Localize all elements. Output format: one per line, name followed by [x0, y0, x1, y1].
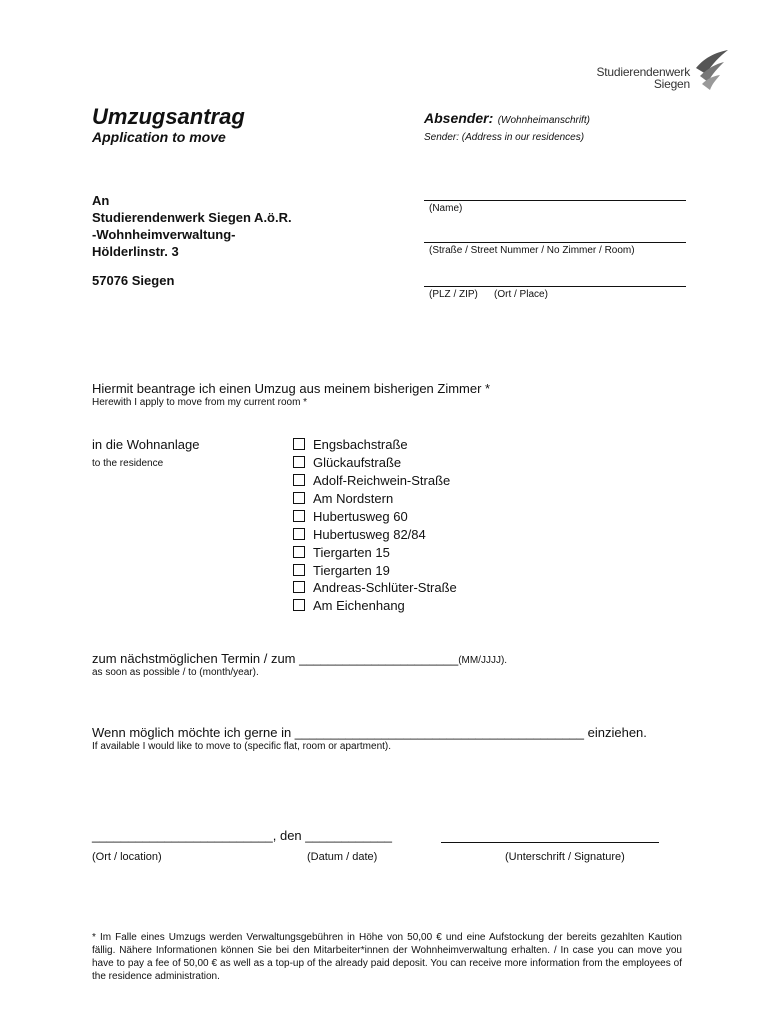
option-label: Andreas-Schlüter-Straße	[313, 579, 457, 595]
absender-note: (Wohnheimanschrift)	[497, 115, 590, 126]
residence-option[interactable]	[293, 525, 426, 543]
option-label: Engsbachstraße	[313, 436, 408, 452]
request-text-de: Hiermit beantrage ich einen Umzug aus meinem bisherigen Zimmer *	[92, 381, 491, 396]
date-format-label: (MM/JJJJ).	[458, 655, 508, 666]
checkbox[interactable]	[293, 599, 305, 611]
sender-subheading: Sender: (Address in our residences)	[424, 132, 585, 143]
location-date-line[interactable]: _________________________, den ____________	[92, 828, 393, 843]
recipient-city: 57076 Siegen	[92, 273, 175, 288]
date-text-en: as soon as possible / to (month/year).	[92, 667, 259, 678]
residence-option[interactable]	[293, 507, 408, 525]
date-label: (Datum / date)	[307, 851, 378, 863]
recipient-address	[92, 192, 292, 260]
checkbox[interactable]	[293, 474, 305, 486]
page-title: Umzugsantrag	[92, 104, 245, 129]
preference-suffix: ______ einziehen.	[540, 725, 647, 740]
studierendenwerk-logo	[560, 48, 730, 94]
preference-text-en: If available I would like to move to (specific flat, room or apartment).	[92, 741, 392, 752]
preference-field-row[interactable]	[92, 725, 647, 740]
name-field-line[interactable]	[424, 200, 686, 201]
footnote: * Im Falle eines Umzugs werden Verwaltungsgebühren in Höhe von 50,00 € und eine Aufstockung der bereits gezahlten Kaution fällig. Nähere Informationen können Sie bei den Mitarbeiter*innen der Wohnheimverwaltung erhalten. / In case you can move you have to pay a fee of 50,00 € as well as a top-up of the already paid deposit. You can receive more information from the employees of the residence administration.	[92, 932, 682, 982]
request-text-en: Herewith I apply to move from my current room *	[92, 397, 308, 408]
checkbox[interactable]	[293, 581, 305, 593]
preference-text-de: Wenn möglich möchte ich gerne in __________________________________	[92, 725, 541, 740]
place-field-label: (Ort / Place)	[494, 289, 548, 300]
location-label: (Ort / location)	[92, 851, 162, 863]
option-label: Hubertusweg 82/84	[313, 526, 426, 542]
residence-option[interactable]	[293, 453, 401, 471]
checkbox[interactable]	[293, 492, 305, 504]
date-field-row[interactable]	[92, 650, 507, 668]
option-label: Hubertusweg 60	[313, 508, 408, 524]
date-text-de: zum nächstmöglichen Termin / zum ______________________	[92, 651, 459, 666]
option-label: Adolf-Reichwein-Straße	[313, 472, 451, 488]
residence-option[interactable]	[293, 561, 390, 579]
checkbox[interactable]	[293, 510, 305, 522]
absender-label: Absender:	[424, 110, 494, 126]
checkbox[interactable]	[293, 456, 305, 468]
option-label: Am Nordstern	[313, 490, 394, 506]
page-subtitle: Application to move	[92, 129, 226, 145]
name-field-label: (Name)	[429, 203, 463, 214]
checkbox[interactable]	[293, 564, 305, 576]
residence-option[interactable]	[293, 435, 408, 453]
logo-line1: Studierendenwerk	[596, 65, 690, 79]
logo-line2: Siegen	[653, 77, 690, 91]
street-field-line[interactable]	[424, 242, 686, 243]
option-label: Glückaufstraße	[313, 454, 402, 470]
residence-label-en: to the residence	[92, 458, 164, 469]
recipient-line: Studierendenwerk Siegen A.ö.R.	[92, 210, 292, 225]
option-label: Am Eichenhang	[313, 597, 405, 613]
residence-label-de: in die Wohnanlage	[92, 437, 200, 452]
checkbox[interactable]	[293, 528, 305, 540]
wave-logo-icon	[692, 48, 730, 94]
city-field-line[interactable]	[424, 286, 686, 287]
signature-label: (Unterschrift / Signature)	[505, 851, 625, 863]
residence-option[interactable]	[293, 543, 390, 561]
residence-option[interactable]	[293, 489, 393, 507]
residence-option[interactable]	[293, 578, 457, 596]
option-label: Tiergarten 15	[313, 544, 390, 560]
signature-line[interactable]	[441, 842, 659, 843]
recipient-line: -Wohnheimverwaltung-	[92, 227, 236, 242]
checkbox[interactable]	[293, 438, 305, 450]
option-label: Tiergarten 19	[313, 562, 390, 578]
absender-heading	[424, 110, 590, 128]
checkbox[interactable]	[293, 546, 305, 558]
recipient-line: An	[92, 193, 110, 208]
plz-field-label: (PLZ / ZIP)	[429, 289, 478, 300]
recipient-line: Hölderlinstr. 3	[92, 244, 179, 259]
residence-option[interactable]	[293, 596, 405, 614]
residence-option[interactable]	[293, 471, 450, 489]
street-field-label: (Straße / Street Nummer / No Zimmer / Room)	[429, 245, 635, 256]
